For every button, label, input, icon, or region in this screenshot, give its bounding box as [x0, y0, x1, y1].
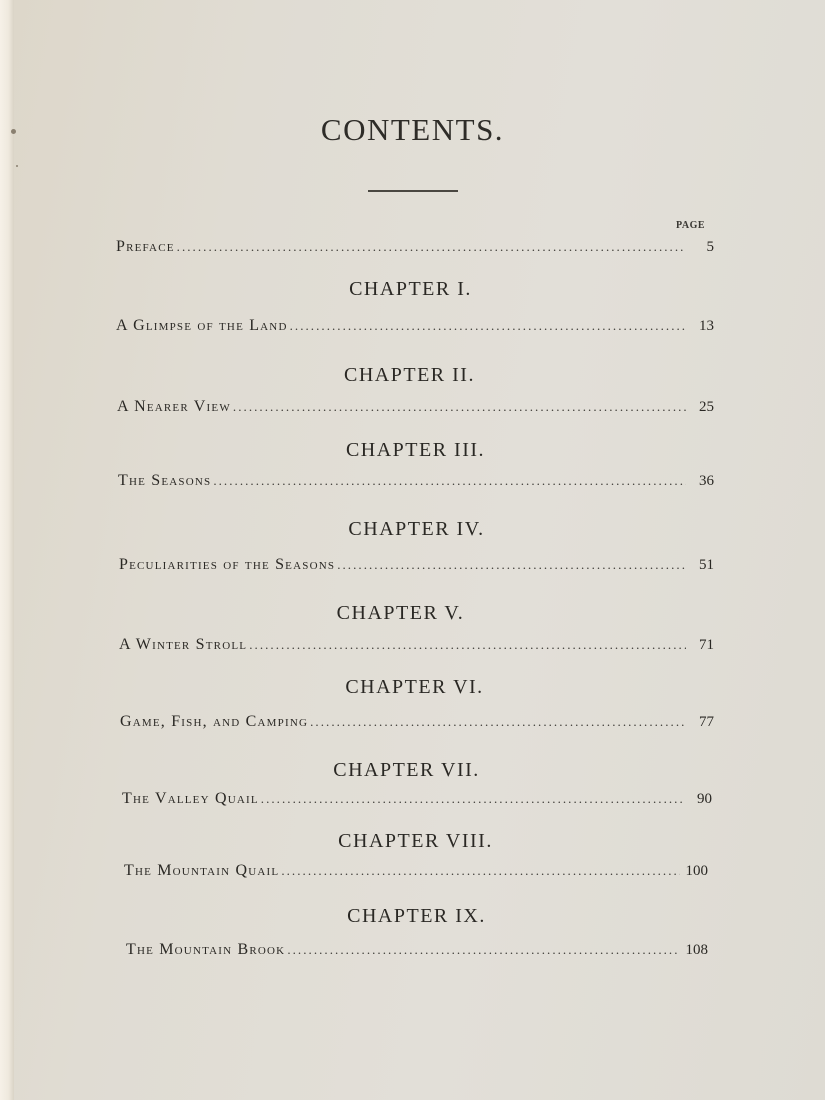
toc-entry-title: Game, Fish, and Camping [120, 713, 309, 730]
dot-leader [177, 239, 686, 255]
toc-entry-title: The Seasons [118, 472, 212, 489]
dot-leader [261, 791, 684, 807]
toc-entry-page: 100 [685, 863, 708, 879]
toc-entry-title: The Valley Quail [122, 790, 259, 807]
toc-entry[interactable] [118, 472, 714, 490]
chapter-heading: CHAPTER III. [345, 439, 486, 461]
toc-entry[interactable] [124, 862, 708, 880]
dot-leader [233, 399, 686, 415]
toc-entry[interactable] [126, 941, 708, 959]
toc-entry-page: 13 [699, 318, 714, 334]
title-rule-divider [368, 190, 458, 192]
chapter-heading: CHAPTER VIII. [338, 830, 493, 852]
toc-entry[interactable] [120, 713, 714, 731]
toc-entry-title: Peculiarities of the Seasons [119, 556, 336, 573]
page-column-label: PAGE [676, 220, 706, 231]
dot-leader [287, 942, 679, 958]
dot-leader [337, 557, 686, 573]
toc-entry-title: A Winter Stroll [119, 636, 248, 653]
chapter-heading: CHAPTER IV. [348, 518, 485, 540]
toc-entry[interactable] [119, 636, 714, 654]
toc-entry[interactable] [119, 556, 714, 574]
toc-entry-title: A Nearer View [117, 398, 231, 415]
toc-entry-page: 25 [699, 399, 714, 415]
toc-entry-page: 36 [699, 473, 714, 489]
dot-leader [213, 473, 686, 489]
dot-leader [281, 863, 679, 879]
book-page [14, 0, 825, 1100]
dot-leader [249, 637, 686, 653]
toc-entry[interactable] [117, 398, 714, 416]
toc-entry-preface[interactable] [116, 238, 714, 256]
toc-entry-title: A Glimpse of the Land [116, 317, 288, 334]
chapter-heading: CHAPTER V. [336, 602, 465, 624]
toc-entry-title: The Mountain Quail [124, 862, 280, 879]
toc-entry[interactable] [116, 317, 714, 335]
toc-entry-page: 108 [685, 942, 708, 958]
toc-entry-page: 51 [699, 557, 714, 573]
chapter-heading: CHAPTER VII. [333, 759, 480, 781]
dot-leader [290, 318, 686, 334]
chapter-heading: CHAPTER VI. [345, 676, 484, 698]
paper-blemish [16, 165, 18, 167]
toc-entry-page: 90 [697, 791, 712, 807]
toc-entry-title: Preface [116, 238, 175, 255]
toc-entry[interactable] [122, 790, 712, 808]
chapter-heading: CHAPTER IX. [347, 905, 486, 927]
toc-entry-title: The Mountain Brook [126, 941, 286, 958]
chapter-heading: CHAPTER I. [349, 278, 472, 300]
toc-entry-page: 71 [699, 637, 714, 653]
page-binding-edge [0, 0, 14, 1100]
dot-leader [310, 714, 686, 730]
page-title: CONTENTS. [320, 112, 505, 147]
toc-entry-page: 77 [699, 714, 714, 730]
chapter-heading: CHAPTER II. [344, 364, 475, 386]
toc-entry-page: 5 [706, 239, 714, 255]
